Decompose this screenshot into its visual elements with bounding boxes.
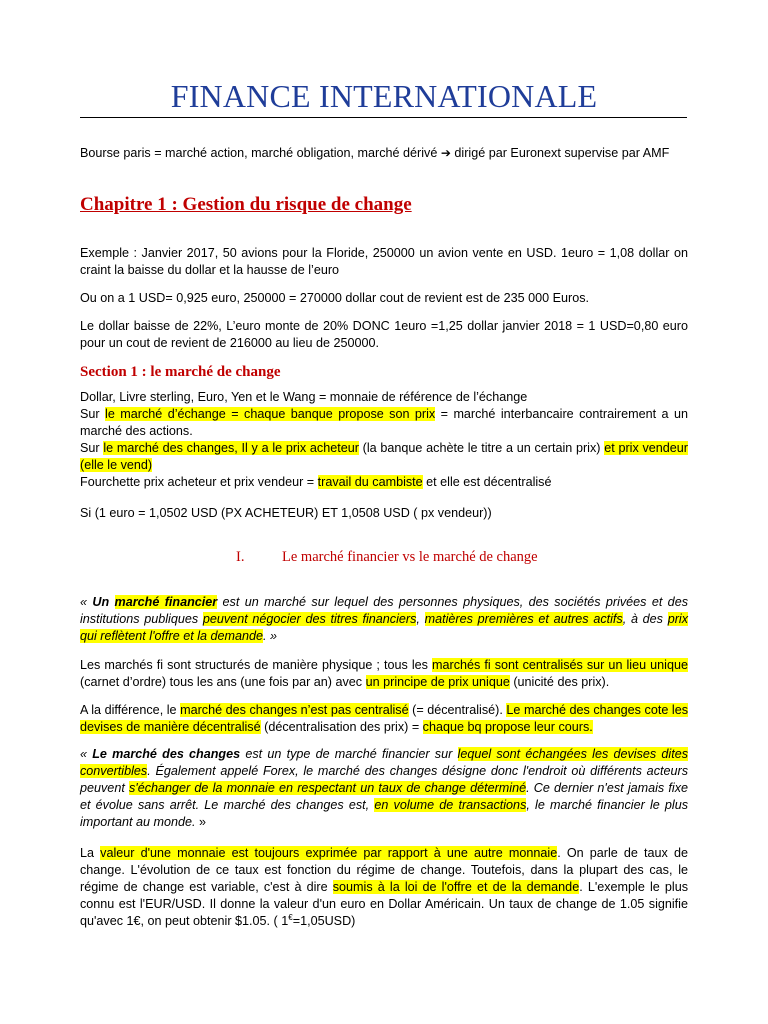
highlight: peuvent négocier des titres financiers bbox=[202, 612, 417, 626]
document-title: FINANCE INTERNATIONALE bbox=[170, 78, 598, 114]
section1-block bbox=[80, 389, 688, 491]
highlight: travail du cambiste bbox=[317, 475, 423, 489]
highlight: en volume de transactions bbox=[374, 798, 527, 812]
intro-paragraph bbox=[80, 145, 688, 162]
highlight: et prix vendeur (elle le vend) bbox=[80, 441, 689, 472]
price-line: Sur le marché des changes, Il y a le prix acheteur (la banque achète le titre a un certain prix) et prix vendeur (elle le vend) bbox=[80, 441, 689, 472]
structure-paragraph: Les marchés fi sont structurés de manière physique ; tous les marchés fi sont centralisés sur un lieu unique (carnet d’ordre) tous les ans (une fois par an) avec un principe de prix unique (unicité des prix). bbox=[80, 658, 688, 689]
euro-superscript: € bbox=[288, 912, 293, 922]
highlight: marché des changes n’est pas centralisé bbox=[180, 703, 409, 717]
highlight: matières premières et autres actifs bbox=[424, 612, 623, 626]
highlight: lequel sont échangées les devises dites convertibles bbox=[80, 747, 688, 778]
highlight: le marché des changes, Il y a le prix acheteur bbox=[103, 441, 359, 455]
subsection-number: I. bbox=[236, 549, 245, 565]
highlight: prix qui reflètent l'offre et la demande bbox=[80, 612, 688, 643]
chapter-heading: Chapitre 1 : Gestion du risque de change bbox=[80, 194, 412, 215]
title-underline bbox=[80, 117, 687, 118]
highlight: soumis à la loi de l'offre et de la demande bbox=[332, 880, 580, 894]
forex-quote: « Le marché des changes est un type de marché financier sur lequel sont échangées les devises dites convertibles. Également appelé Forex, le marché des changes désigne donc l'endroit où différents acteurs peuvent s'échanger de la monnaie en respectant un taux de change déterminé. Ce dernier n'est jamais fixe et évolue sans arrêt. Le marché des changes est, en volume de transactions, le marché financier le plus important au monde. » bbox=[80, 747, 689, 829]
difference-paragraph: A la différence, le marché des changes n’est pas centralisé (= décentralisé). Le marché des changes cote les devises de manière décentralisé (décentralisation des prix) = chaque bq propose leur cours. bbox=[80, 703, 688, 734]
spread-line: Fourchette prix acheteur et prix vendeur = travail du cambiste et elle est décentralisé bbox=[80, 475, 552, 489]
highlight: le marché d’échange = chaque banque propose son prix bbox=[105, 407, 436, 421]
highlight: un principe de prix unique bbox=[365, 675, 510, 689]
intro-text: Bourse paris = marché action, marché obligation, marché dérivé bbox=[80, 146, 441, 160]
highlight: marché financier bbox=[114, 595, 218, 609]
highlight: s'échanger de la monnaie en respectant un taux de change déterminé bbox=[129, 781, 527, 795]
highlight: chaque bq propose leur cours. bbox=[422, 720, 593, 734]
highlight: valeur d'une monnaie est toujours exprimée par rapport à une autre monnaie bbox=[100, 846, 558, 860]
currency-value-paragraph: La valeur d'une monnaie est toujours exprimée par rapport à une autre monnaie. On parle de taux de change. L'évolution de ce taux est fonction du régime de change. Toutefois, dans la plupart des cas, le régime de change est variable, c'est à dire soumis à la loi de l'offre et de la demande. L'exemple le plus connu est l'EUR/USD. Il donne la valeur d'un euro en Dollar Américain. Un taux de change de 1.05 signifie qu'avec 1€, on peut obtenir $1.05. ( 1€=1,05USD) bbox=[80, 846, 688, 928]
highlight: Le marché des changes cote les devises de manière décentralisé bbox=[80, 703, 688, 734]
dollar-drop-paragraph: Le dollar baisse de 22%, L’euro monte de 20% DONC 1euro =1,25 dollar janvier 2018 = 1 USD=0,80 euro pour un cout de revient de 216000 au lieu de 250000. bbox=[80, 319, 688, 350]
arrow-right-icon: ➔ bbox=[440, 146, 451, 160]
currencies-line: Dollar, Livre sterling, Euro, Yen et le Wang = monnaie de référence de l’échange bbox=[80, 390, 528, 404]
financial-market-quote: « Un marché financier est un marché sur lequel des personnes physiques, des sociétés privées et des institutions publiques peuvent négocier des titres financiers, matières premières et autres actifs, à des prix qui reflètent l'offre et la demande. » bbox=[80, 595, 688, 643]
subsection-title: Le marché financier vs le marché de change bbox=[282, 549, 538, 565]
conversion-paragraph: Ou on a 1 USD= 0,925 euro, 250000 = 270000 dollar cout de revient est de 235 000 Euros. bbox=[80, 291, 590, 305]
highlight: marchés fi sont centralisés sur un lieu unique bbox=[432, 658, 688, 672]
section-heading: Section 1 : le marché de change bbox=[80, 364, 281, 380]
quote-rate-line: Si (1 euro = 1,0502 USD (PX ACHETEUR) ET 1,0508 USD ( px vendeur)) bbox=[80, 506, 492, 520]
subsection-heading bbox=[236, 547, 538, 567]
interbank-line: Sur le marché d’échange = chaque banque propose son prix = marché interbancaire contrairement a un marché des actions. bbox=[80, 407, 688, 438]
example-paragraph: Exemple : Janvier 2017, 50 avions pour la Floride, 250000 un avion vente en USD. 1euro = 1,08 dollar on craint la baisse du dollar et la hausse de l’euro bbox=[80, 246, 688, 277]
intro-text-end: dirigé par Euronext supervise par AMF bbox=[450, 146, 670, 160]
